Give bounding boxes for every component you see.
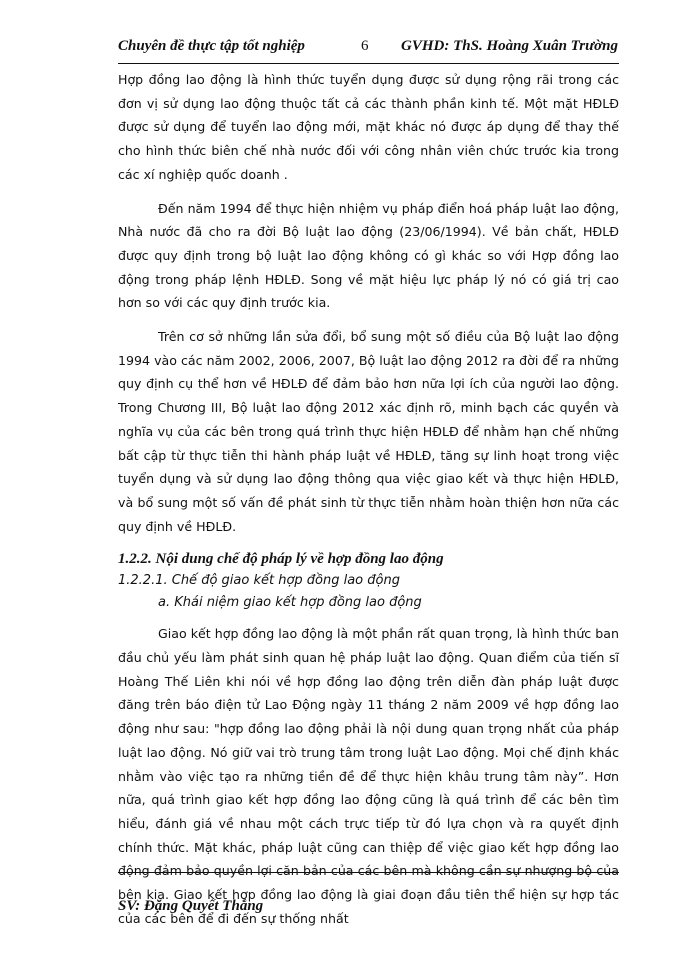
page-footer: SV: Đặng Quyết Thắng <box>118 898 264 914</box>
section-heading: 1.2.2. Nội dung chế độ pháp lý về hợp đồng lao động <box>118 551 444 568</box>
header-supervisor: GVHD: ThS. Hoàng Xuân Trường <box>401 38 618 54</box>
header-rule <box>118 63 619 64</box>
footer-rule <box>118 872 619 873</box>
page-body <box>118 68 619 941</box>
page-header <box>118 38 618 64</box>
body-paragraph: Hợp đồng lao động là hình thức tuyển dụng được sử dụng rộng rãi trong các đơn vị sử dụng lao động thuộc tất cả các thành phần kinh tế. Một mặt HĐLĐ được sử dụng để tuyển lao động mới, mặt khác nó được áp dụng để thay thế cho hình thức biên chế nhà nước đối với công nhân viên chức trước kia trong các xí nghiệp quốc doanh . <box>118 72 619 182</box>
body-paragraph: Đến năm 1994 để thực hiện nhiệm vụ pháp điển hoá pháp luật lao động, Nhà nước đã cho ra đời Bộ luật lao động (23/06/1994). Về bản chất, HĐLĐ được quy định trong bộ luật lao động không có gì khác so với Hợp đồng lao động trong pháp lệnh HĐLĐ. Song về mặt hiệu lực pháp lý nó có giá trị cao hơn so với các quy định trước kia. <box>118 200 619 311</box>
subsubsection-heading: a. Khái niệm giao kết hợp đồng lao động <box>158 595 422 611</box>
body-paragraph: Trên cơ sở những lần sửa đổi, bổ sung một số điều của Bộ luật lao động 1994 vào các năm 2002, 2006, 2007, Bộ luật lao động 2012 ra đời để ra những quy định cụ thể hơn về HĐLĐ để đảm bảo hơn nữa lợi ích của người lao động. Trong Chương III, Bộ luật lao động 2012 xác định rõ, minh bạch các quyền và nghĩa vụ của các bên trong quá trình thực hiện HĐLĐ để nhằm hạn chế những bất cập từ thực tiễn thi hành pháp luật về HĐLĐ, tăng sự linh hoạt trong việc tuyển dụng và sử dụng lao động thông qua việc giao kết và thực hiện HĐLĐ, và bổ sung một số vấn đề phát sinh từ thực tiễn nhằm hoàn thiện hơn nữa các quy định về HĐLĐ. <box>118 329 619 534</box>
body-paragraph: Giao kết hợp đồng lao động là một phần rất quan trọng, là hình thức ban đầu chủ yếu làm phát sinh quan hệ pháp luật lao động. Quan điểm của tiến sĩ Hoàng Thế Liên khi nói về hợp đồng lao động trên diễn đàn pháp luật được đăng trên báo điện tử Lao Động ngày 11 tháng 2 năm 2009 về hợp đồng lao động như sau: "hợp đồng lao động phải là nội dung quan trọng nhất của pháp luật lao động. Nó giữ vai trò trung tâm trong luật Lao động. Mọi chế định khác nhằm vào việc tạo ra những tiền đề để thực hiện khâu trung tâm này”. Hơn nữa, quá trình giao kết hợp đồng lao động cũng là quá trình để các bên tìm hiểu, đánh giá về nhau một cách trực tiếp từ đó lựa chọn và ra quyết định chính thức. Mặt khác, pháp luật cũng can thiệp để việc giao kết hợp đồng lao động đảm bảo quyền lợi căn bản của các bên mà không cần sự nhượng bộ của bên kia. Giao kết hợp đồng lao động là giai đoạn đầu tiên thể hiện sự hợp tác của các bên để đi đến sự thống nhất <box>118 626 619 926</box>
page-number: 6 <box>361 38 369 54</box>
subsection-heading: 1.2.2.1. Chế độ giao kết hợp đồng lao động <box>118 573 400 589</box>
header-document-title: Chuyên đề thực tập tốt nghiệp <box>118 38 305 54</box>
